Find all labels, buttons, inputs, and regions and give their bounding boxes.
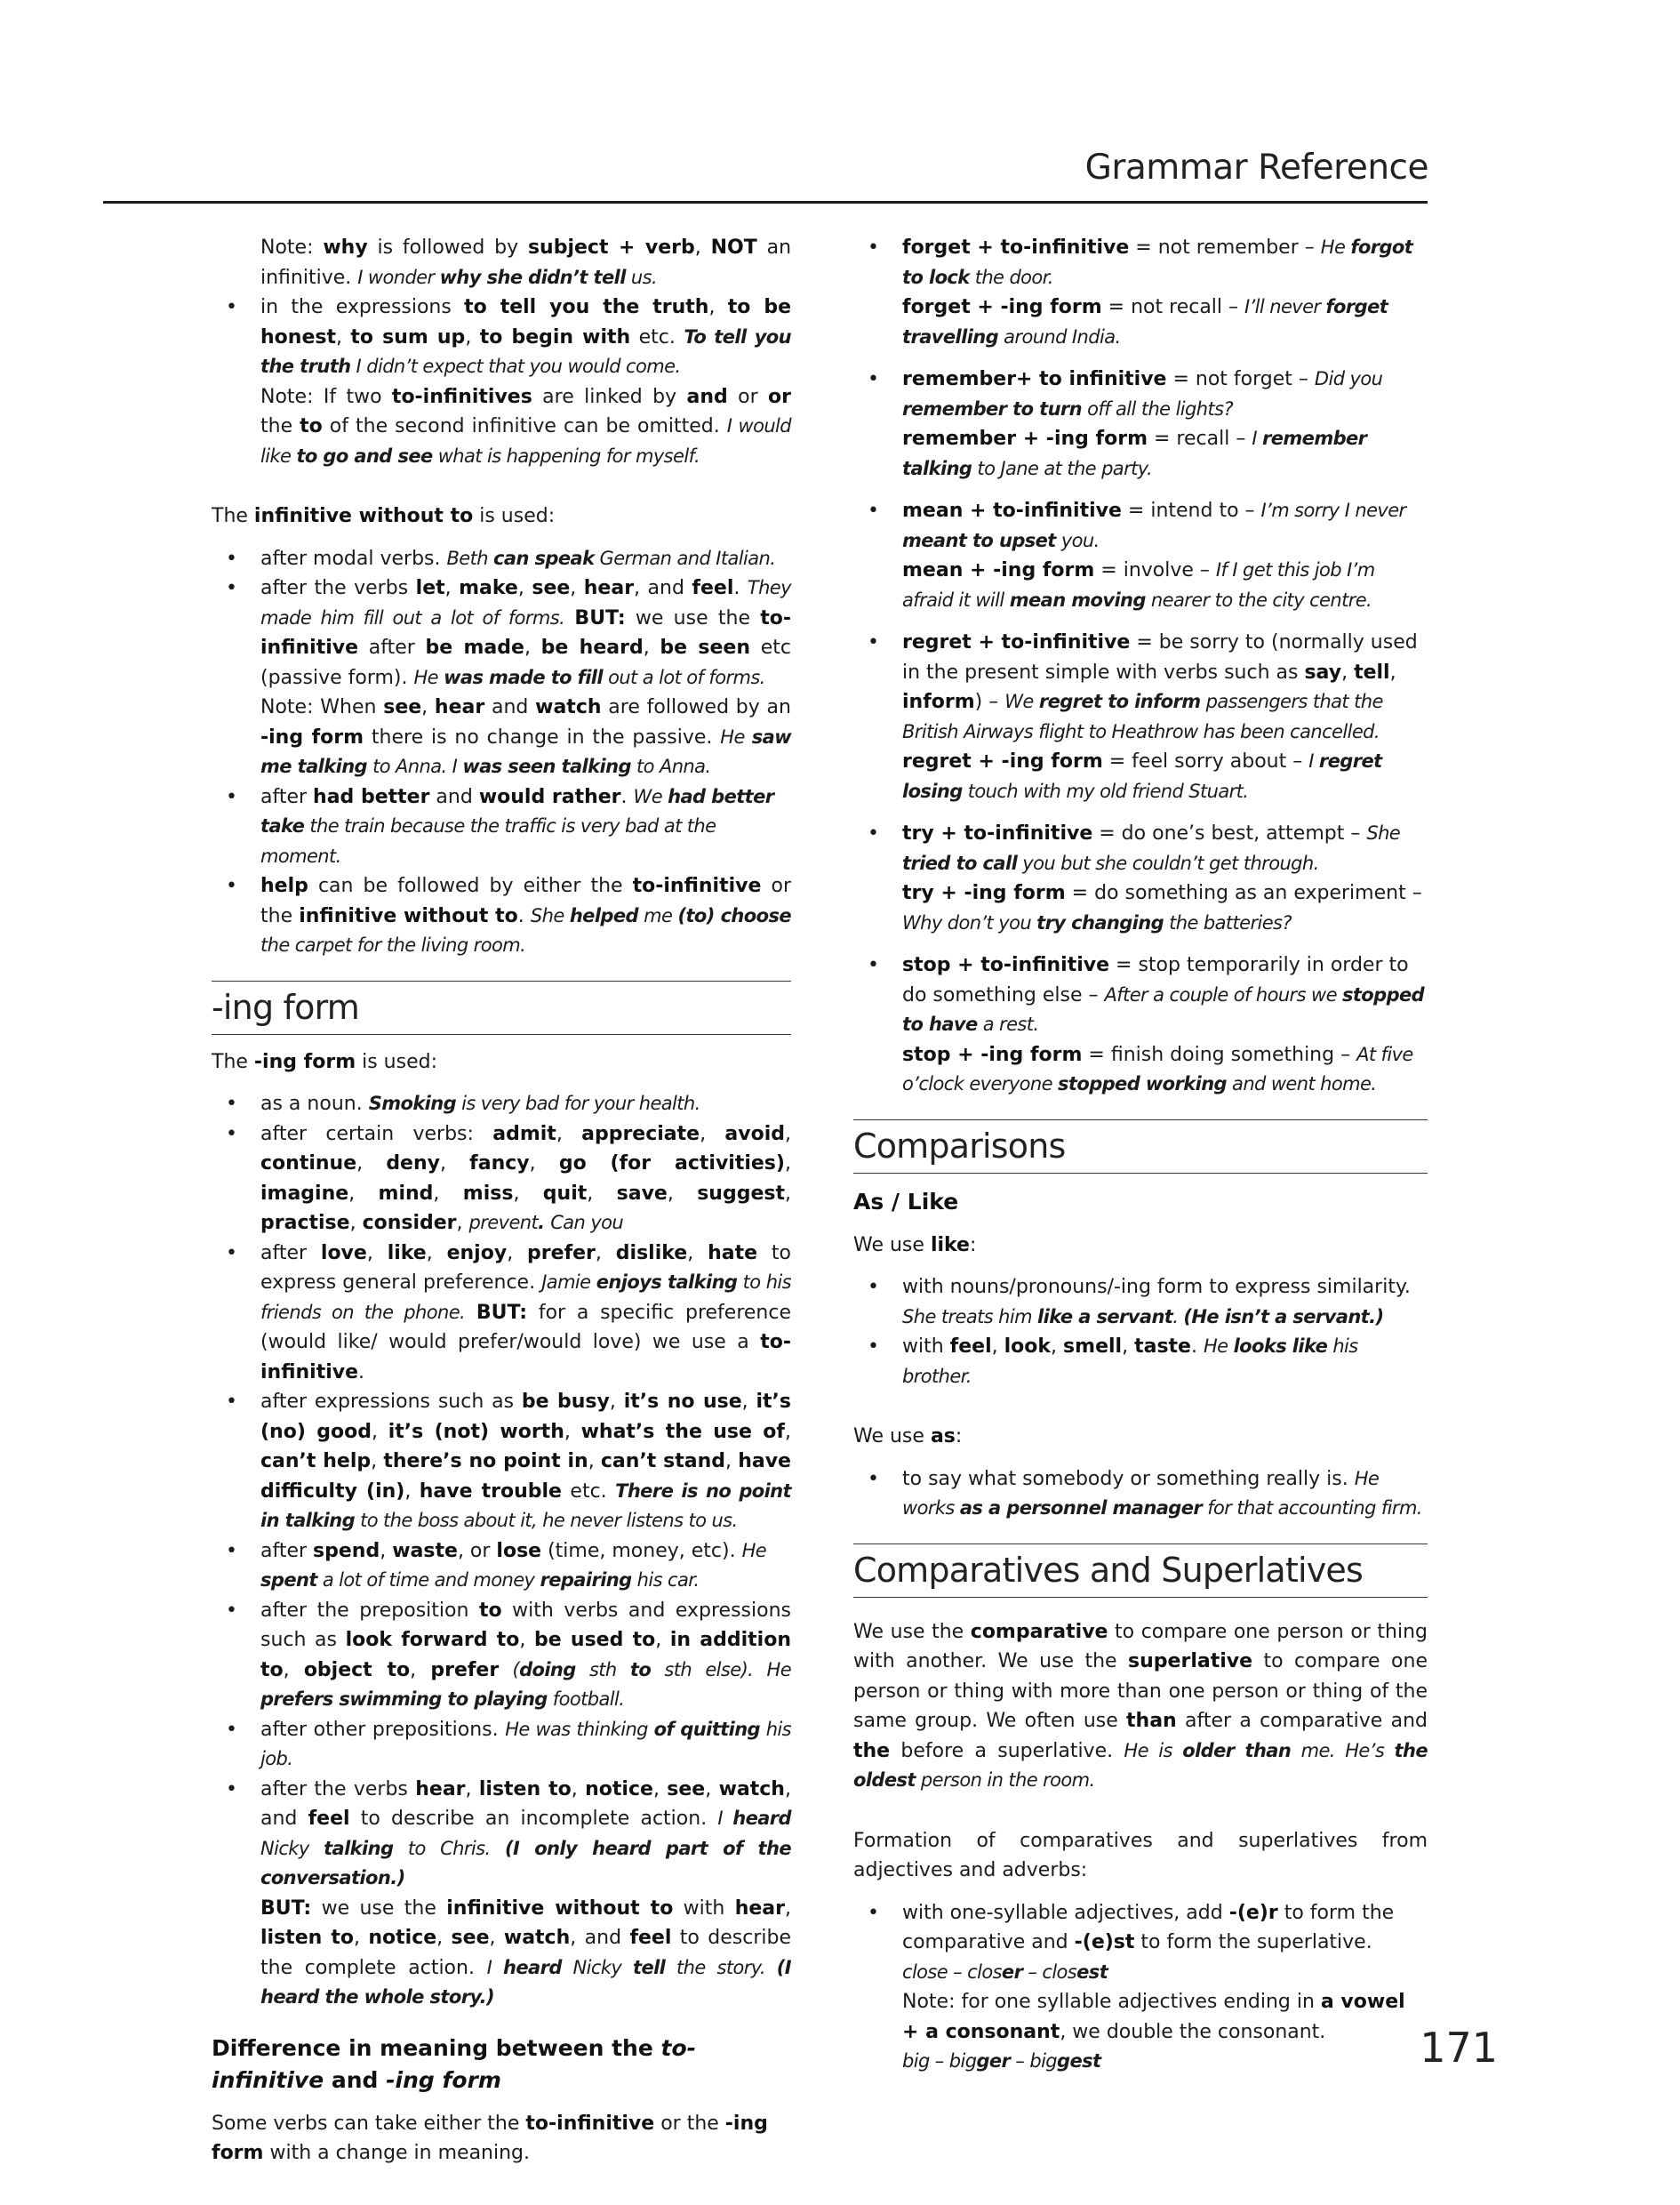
list-item: • with one-syllable adjectives, add -(e)r to form the comparative and -(e)st to form the superlative. close – closer – closest Note: for one syllable adjectives ending in a vowel + a consonant, we double the consonant. big – bigger – biggest [853, 1898, 1428, 2077]
list-item: • remember+ to infinitive = not forget – Did you remember to turn off all the lights? remember + -ing form = recall – I remember talking to Jane at the party. [853, 365, 1428, 484]
list-item: • after spend, waste, or lose (time, money, etc). He spent a lot of time and money repairing his car. [212, 1536, 791, 1596]
list-item: • after expressions such as be busy, it’s no use, it’s (no) good, it’s (not) worth, what’s the use of, can’t help, there’s no point in, can’t stand, have difficulty (in), have trouble etc. There is no point in talking to the boss about it, he never listens to us. [212, 1387, 791, 1536]
section-title-comparisons: Comparisons [853, 1119, 1428, 1174]
verb-meaning-list [853, 233, 1428, 1100]
list-item: • after love, like, enjoy, prefer, dislike, hate to express general preference. Jamie enjoys talking to his friends on the phone. BUT: for a specific preference (would like/ would prefer/would love) we use a to-infinitive. [212, 1239, 791, 1388]
list-item: • with nouns/pronouns/-ing form to express similarity. She treats him like a servant. (He isn’t a servant.) [853, 1272, 1428, 1332]
list-item: • after had better and would rather. We had better take the train because the traffic is very bad at the moment. [212, 782, 791, 872]
note-why: Note: why is followed by subject + verb, NOT an infinitive. I wonder why she didn’t tell us. [260, 237, 792, 289]
without-to-list [212, 544, 791, 961]
as-intro: We use as: [853, 1425, 963, 1447]
list-item: • in the expressions to tell you the truth, to be honest, to sum up, to begin with etc. To tell you the truth I didn’t expect that you would come. Note: If two to-infinitives are linked by and or or the to of the second infinitive can be omitted. I would like to go and see what is happening for myself. [212, 293, 791, 471]
comparatives-paragraph: We use the comparative to compare one person or thing with another. We use the superlative to compare one person or thing with more than one person or thing of the same group. We often use than after a comparative and the before a superlative. He is older than me. He’s the oldest person in the room. [853, 1620, 1428, 1791]
running-title: Grammar Reference [1084, 148, 1428, 188]
list-item: • mean + to-infinitive = intend to – I’m sorry I never meant to upset you. mean + -ing form = involve – If I get this job I’m afraid it will mean moving nearer to the city centre. [853, 496, 1428, 615]
list-item: • after certain verbs: admit, appreciate, avoid, continue, deny, fancy, go (for activities), imagine, mind, miss, quit, save, suggest, practise, consider, prevent. Can you [212, 1119, 791, 1239]
list-item: • with feel, look, smell, taste. He looks like his brother. [853, 1332, 1428, 1391]
difference-text: Some verbs can take either the to-infinitive or the -ing form with a change in meaning. [212, 2112, 768, 2164]
list-item: • regret + to-infinitive = be sorry to (normally used in the present simple with verbs such as say, tell, inform) – We regret to inform passengers that the British Airways flight to Heathrow has been cancelled. regret + -ing form = feel sorry about – I regret losing touch with my old friend Stuart. [853, 628, 1428, 806]
formation-list [853, 1898, 1428, 2077]
header-rule [103, 201, 1428, 204]
list-item: • try + to-infinitive = do one’s best, attempt – She tried to call you but she couldn’t get through. try + -ing form = do something as an experiment – Why don’t you try changing the batteries? [853, 819, 1428, 938]
section-title-comparatives: Comparatives and Superlatives [853, 1544, 1428, 1598]
like-intro: We use like: [853, 1233, 977, 1256]
formation-text: Formation of comparatives and superlatives from adjectives and adverbs: [853, 1829, 1428, 1881]
difference-subheading: Difference in meaning between the to-infinitive and -ing form [212, 2034, 697, 2093]
ing-intro: The -ing form is used: [212, 1050, 438, 1073]
list-item: • after other prepositions. He was thinking of quitting his job. [212, 1715, 791, 1775]
list-item: • help can be followed by either the to-infinitive or the infinitive without to. She helped me (to) choose the carpet for the living room. [212, 871, 791, 961]
list-item: • to say what somebody or something really is. He works as a personnel manager for that accounting firm. [853, 1464, 1428, 1524]
as-list [853, 1464, 1428, 1524]
list-item: • as a noun. Smoking is very bad for your health. [212, 1089, 791, 1119]
list-item: • forget + to-infinitive = not remember – He forgot to lock the door. forget + -ing form = not recall – I’ll never forget travelling around India. [853, 233, 1428, 352]
as-like-subheading: As / Like [853, 1188, 959, 1215]
ing-list [212, 1089, 791, 2013]
without-intro: The infinitive without to is used: [212, 505, 556, 527]
list-item: • after the verbs hear, listen to, notice, see, watch, and feel to describe an incomplete action. I heard Nicky talking to Chris. (I only heard part of the conversation.) BUT: we use the infinitive without to with hear, listen to, notice, see, watch, and feel to describe the complete action. I heard Nicky tell the story. (I heard the whole story.) [212, 1775, 791, 2013]
like-list [853, 1272, 1428, 1391]
list-item: • after modal verbs. Beth can speak German and Italian. [212, 544, 791, 574]
infinitive-list-continued [212, 293, 791, 471]
list-item: • after the verbs let, make, see, hear, and feel. They made him fill out a lot of forms. BUT: we use the to-infinitive after be made, be heard, be seen etc (passive form). He was made to fill out a lot of forms. Note: When see, hear and watch are followed by an -ing form there is no change in the passive. He saw me talking to Anna. I was seen talking to Anna. [212, 573, 791, 782]
page-number: 171 [1420, 2024, 1498, 2072]
list-item: • after the preposition to with verbs and expressions such as look forward to, be used to, in addition to, object to, prefer (doing sth to sth else). He prefers swimming to playing football. [212, 1596, 791, 1715]
section-title-ing-form: -ing form [212, 981, 791, 1035]
list-item: • stop + to-infinitive = stop temporarily in order to do something else – After a couple of hours we stopped to have a rest. stop + -ing form = finish doing something – At five o’clock everyone stopped working and went home. [853, 950, 1428, 1100]
right-column [853, 233, 1428, 2077]
left-column [212, 233, 791, 2169]
